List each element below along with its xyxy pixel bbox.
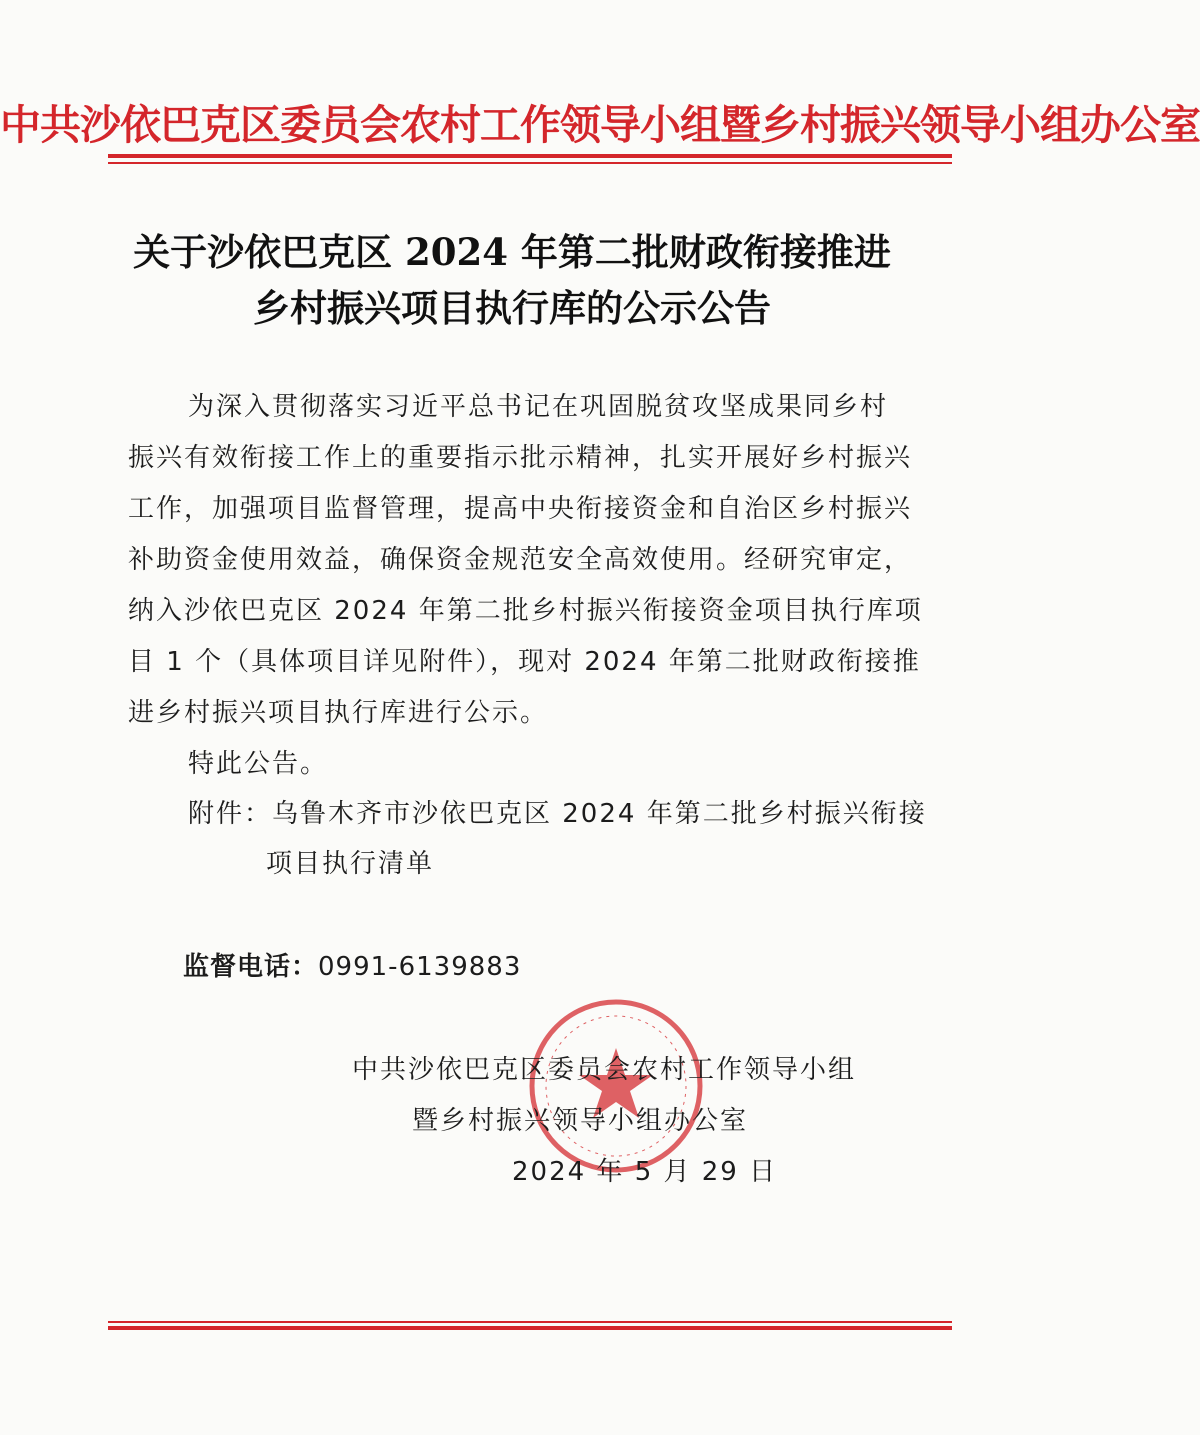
signature-org-line-1: 中共沙依巴克区委员会农村工作领导小组: [352, 1055, 857, 1085]
paragraph-line: 进乡村振兴项目执行库进行公示。: [128, 698, 549, 728]
phone-number: 0991-6139883: [318, 952, 522, 982]
footer-rule-thin: [108, 1321, 952, 1323]
document-title-line-1: 关于沙依巴克区 2024 年第二批财政衔接推进: [133, 230, 891, 274]
signature-date: 2024 年 5 月 29 日: [512, 1157, 778, 1187]
notice-text: 特此公告。: [188, 749, 329, 779]
attachment-line-2: 项目执行清单: [266, 849, 435, 879]
phone-label: 监督电话：: [183, 952, 319, 982]
paragraph-line: 工作，加强项目监督管理，提高中央衔接资金和自治区乡村振兴: [128, 494, 913, 524]
attachment-line-1: 附件：乌鲁木齐市沙依巴克区 2024 年第二批乡村振兴衔接: [188, 799, 927, 829]
signature-org-line-2: 暨乡村振兴领导小组办公室: [412, 1106, 749, 1136]
header-rule-thick: [108, 154, 952, 158]
paragraph-line: 目 1 个（具体项目详见附件），现对 2024 年第二批财政衔接推: [128, 647, 921, 677]
supervision-phone: [183, 946, 521, 983]
header-org-title: 中共沙依巴克区委员会农村工作领导小组暨乡村振兴领导小组办公室: [0, 101, 1200, 149]
paragraph-line: 纳入沙依巴克区 2024 年第二批乡村振兴衔接资金项目执行库项: [128, 596, 923, 626]
header-rule-thin: [108, 162, 952, 164]
paragraph-line: 为深入贯彻落实习近平总书记在巩固脱贫攻坚成果同乡村: [188, 392, 889, 422]
document-title-line-2: 乡村振兴项目执行库的公示公告: [253, 286, 771, 330]
footer-rule-thick: [108, 1326, 952, 1330]
paragraph-line: 补助资金使用效益，确保资金规范安全高效使用。经研究审定，: [128, 545, 913, 575]
paragraph-line: 振兴有效衔接工作上的重要指示批示精神，扎实开展好乡村振兴: [128, 443, 913, 473]
red-star-seal-icon: [526, 996, 706, 1176]
